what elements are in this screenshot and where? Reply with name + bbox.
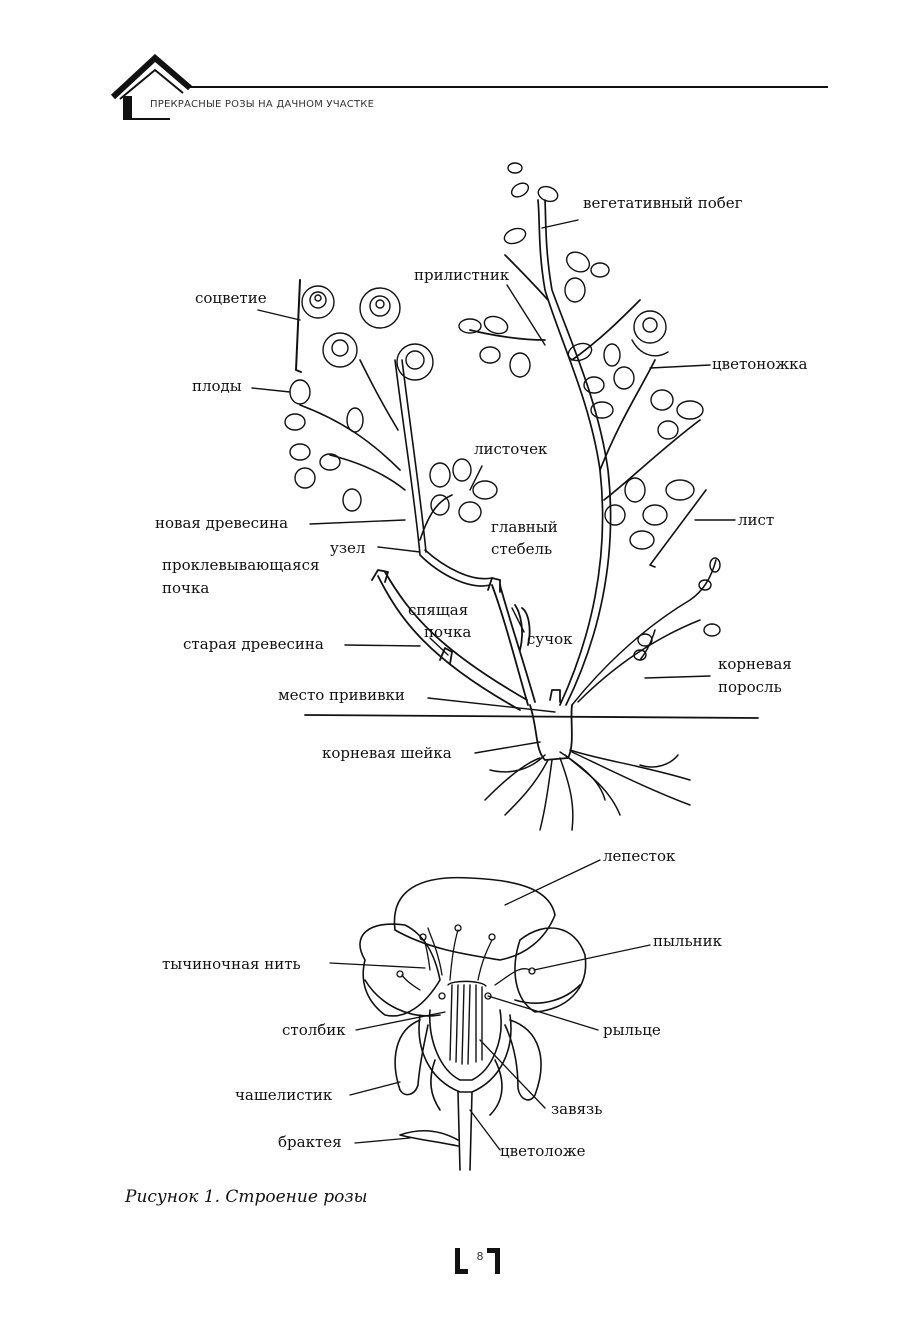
label-emerging-bud-2: почка: [162, 579, 210, 597]
label-stipule: прилистник: [414, 266, 510, 284]
label-main-stem-2: стебель: [491, 540, 553, 558]
page-number: 8: [476, 1250, 484, 1263]
label-emerging-bud-1: проклевывающаяся: [162, 556, 320, 574]
label-dormant-bud-2: почка: [424, 623, 472, 641]
figure-caption: Рисунок 1. Строение розы: [125, 1187, 368, 1207]
label-anther: пыльник: [653, 932, 723, 950]
label-new-wood: новая древесина: [155, 514, 289, 532]
label-inflorescence: соцветие: [195, 289, 267, 307]
label-root-collar: корневая шейка: [322, 744, 452, 762]
label-sepal: чашелистик: [235, 1086, 333, 1104]
label-leaflet: листочек: [474, 440, 548, 458]
label-ovary: завязь: [551, 1100, 603, 1118]
label-petal: лепесток: [603, 847, 676, 865]
label-peduncle: цветоножка: [712, 355, 808, 373]
label-style: столбик: [282, 1021, 346, 1039]
label-dormant-bud-1: спящая: [408, 601, 469, 619]
running-title: ПРЕКРАСНЫЕ РОЗЫ НА ДАЧНОМ УЧАСТКЕ: [150, 99, 375, 110]
label-knot: сучок: [527, 630, 573, 648]
label-filament: тычиночная нить: [162, 955, 301, 973]
label-node: узел: [330, 539, 366, 557]
styles: [448, 981, 486, 1064]
label-main-stem-1: главный: [491, 518, 558, 536]
label-receptacle: цветоложе: [500, 1142, 586, 1160]
label-root-shoots-2: поросль: [718, 678, 782, 696]
label-fruits: плоды: [192, 377, 242, 395]
label-vegetative-shoot: вегетативный побег: [583, 194, 743, 212]
label-stigma: рыльце: [603, 1021, 661, 1039]
label-old-wood: старая древесина: [183, 635, 324, 653]
label-graft-site: место прививки: [278, 686, 405, 704]
label-bract: брактея: [278, 1133, 342, 1151]
label-root-shoots-1: корневая: [718, 655, 792, 673]
label-leaf: лист: [738, 511, 775, 529]
stamens: [397, 925, 535, 999]
